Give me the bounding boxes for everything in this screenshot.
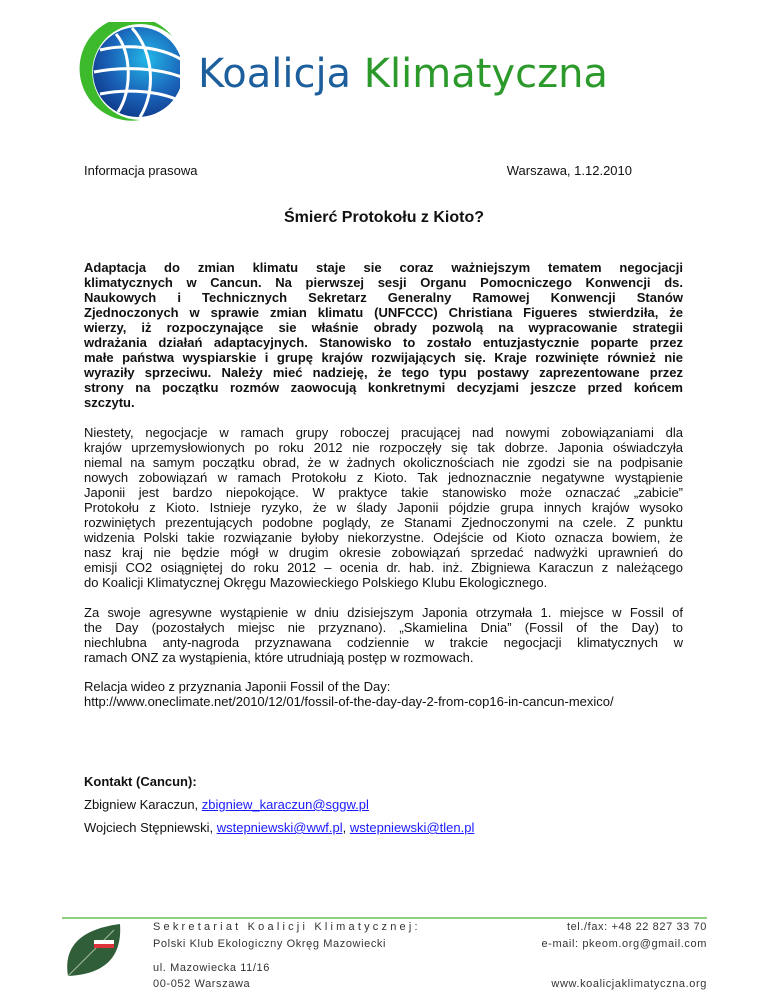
email-link[interactable]: wstepniewski@wwf.pl (216, 820, 343, 835)
contact-name: Wojciech Stępniewski, (84, 820, 217, 835)
text-line: Za swoje agresywne wystąpienie w dniu dzisiejszym Japonia otrzymała 1. miejsce w Fossil of (84, 605, 683, 620)
text-line: Naukowych i Technicznych Sekretarz Generalny Ramowej Konwencji Stanów (84, 290, 683, 305)
text-line: klimatycznych w Cancun. Na pierwszej sesji Organu Pomocniczego Konwencji ds. (84, 275, 683, 290)
text-line: wierzy, iż rozpoczynające sie właśnie obrady pozwolą na wypracowanie strategii (84, 320, 683, 335)
koalicja-logo (70, 22, 710, 122)
contact-person-2 (84, 820, 474, 835)
contact-name: Zbigniew Karaczun, (84, 797, 202, 812)
footer-secretariat: Sekretariat Koalicji Klimatycznej: (153, 921, 421, 933)
document-title: Śmierć Protokołu z Kioto? (283, 209, 484, 226)
text-line: Niestety, negocjacje w ramach grupy roboczej pracującej nad nowymi zobowiązaniami dla (84, 425, 683, 440)
text-line: widzenia Polski takie rozwiązanie byłoby niekorzystne. Odejście od Kioto oznacza bowiem, że (84, 530, 683, 545)
footer-phone: tel./fax: +48 22 827 33 70 (566, 921, 707, 933)
logo-word-klimatyczna: Klimatyczna (363, 51, 608, 97)
globe-icon (70, 22, 180, 122)
text-line: ramach ONZ za wystąpienia, które utrudniają postęp w rozmowach. (84, 650, 474, 665)
pke-leaf-logo (64, 922, 126, 982)
contact-person-1 (84, 797, 369, 812)
separator: , (342, 820, 350, 835)
email-link[interactable]: wstepniewski@tlen.pl (349, 820, 475, 835)
contact-heading: Kontakt (Cancun): (84, 774, 197, 789)
text-line: nasz kraj nie będzie mógł w drugim okresie zobowiązań sprzedać nadwyżki uprawnień do (84, 545, 683, 560)
text-line: Japonii jest bardzo niepokojące. W praktyce takie stanowisko może oznaczać „zabicie” (84, 485, 683, 500)
lead-paragraph (84, 260, 683, 410)
body-paragraph-japan (84, 425, 683, 590)
text-line: wdrażania działań adaptacyjnych. Stanowisko to zostało entuzjastycznie poparte przez (84, 335, 683, 350)
text-line: niemal na samym początku obrad, że w żadnych okolicznościach nie zgodzi sie na podpisanie (84, 455, 683, 470)
text-line: rozwiniętych prezentujących podobne poglądy, ze Stanami Zjednoczonymi na czele. Z punktu (84, 515, 683, 530)
text-line: Adaptacja do zmian klimatu staje sie coraz ważniejszym tematem negocjacji (84, 260, 683, 275)
footer-website: www.koalicjaklimatyczna.org (551, 978, 707, 990)
video-url: http://www.oneclimate.net/2010/12/01/fossil-of-the-day-day-2-from-cop16-in-cancun-mexico/ (84, 694, 614, 709)
text-line: małe państwa wyspiarskie i grupę krajów rozwijających się. Kraje rozwinięte również nie (84, 350, 683, 365)
text-line: strony na początku rozmów zaowocują konkretnymi decyzjami jeszcze przed końcem (84, 380, 683, 395)
text-line: Zjednoczonych w sprawie zmian klimatu (UNFCCC) Christiana Figueres stwierdziła, że (84, 305, 683, 320)
footer-organization: Polski Klub Ekologiczny Okręg Mazowiecki (153, 938, 387, 950)
logo-word-koalicja: Koalicja (198, 51, 352, 97)
footer-email: e-mail: pkeom.org@gmail.com (541, 938, 707, 950)
body-paragraph-fossil (84, 605, 683, 665)
text-line: do Koalicji Klimatycznej Okręgu Mazowieckiego Polskiego Klubu Ekologicznego. (84, 575, 548, 590)
document-type: Informacja prasowa (84, 163, 198, 178)
email-link[interactable]: zbigniew_karaczun@sggw.pl (201, 797, 369, 812)
text-line: the Day (pozostałych miejsc nie przyznano). „Skamielina Dnia” (Fossil of the Day) to (84, 620, 683, 635)
date-place: Warszawa, 1.12.2010 (506, 163, 632, 178)
text-line: emisji CO2 osiągniętej do roku 2012 – ocenia dr. hab. inż. Zbigniewa Karaczun z należącego (84, 560, 683, 575)
text-line: krajów uprzemysłowionych po roku 2012 nie rozpoczęły się tak dobrze. Japonia oświadczyła (84, 440, 683, 455)
text-line: niechlubna anty-nagroda przyznawana codziennie w trakcie negocjacji klimatycznych w (84, 635, 683, 650)
text-line: wyraziły sprzeciwu. Należy mieć nadzieję, że tego typu postawy zaprezentowane przez (84, 365, 683, 380)
video-label: Relacja wideo z przyznania Japonii Fossil of the Day: (84, 679, 391, 694)
text-line: szczytu. (84, 395, 135, 410)
text-line: Protokołu z Kioto. Istnieje ryzyko, że w ślady Japonii pójdzie grupa innych krajów wysoko (84, 500, 683, 515)
text-line: nowych zobowiązań w ramach Protokołu z Kioto. Tak jednoznacznie negatywne wystąpienie (84, 470, 683, 485)
footer-street: ul. Mazowiecka 11/16 (153, 962, 270, 974)
footer-city: 00-052 Warszawa (153, 978, 251, 990)
